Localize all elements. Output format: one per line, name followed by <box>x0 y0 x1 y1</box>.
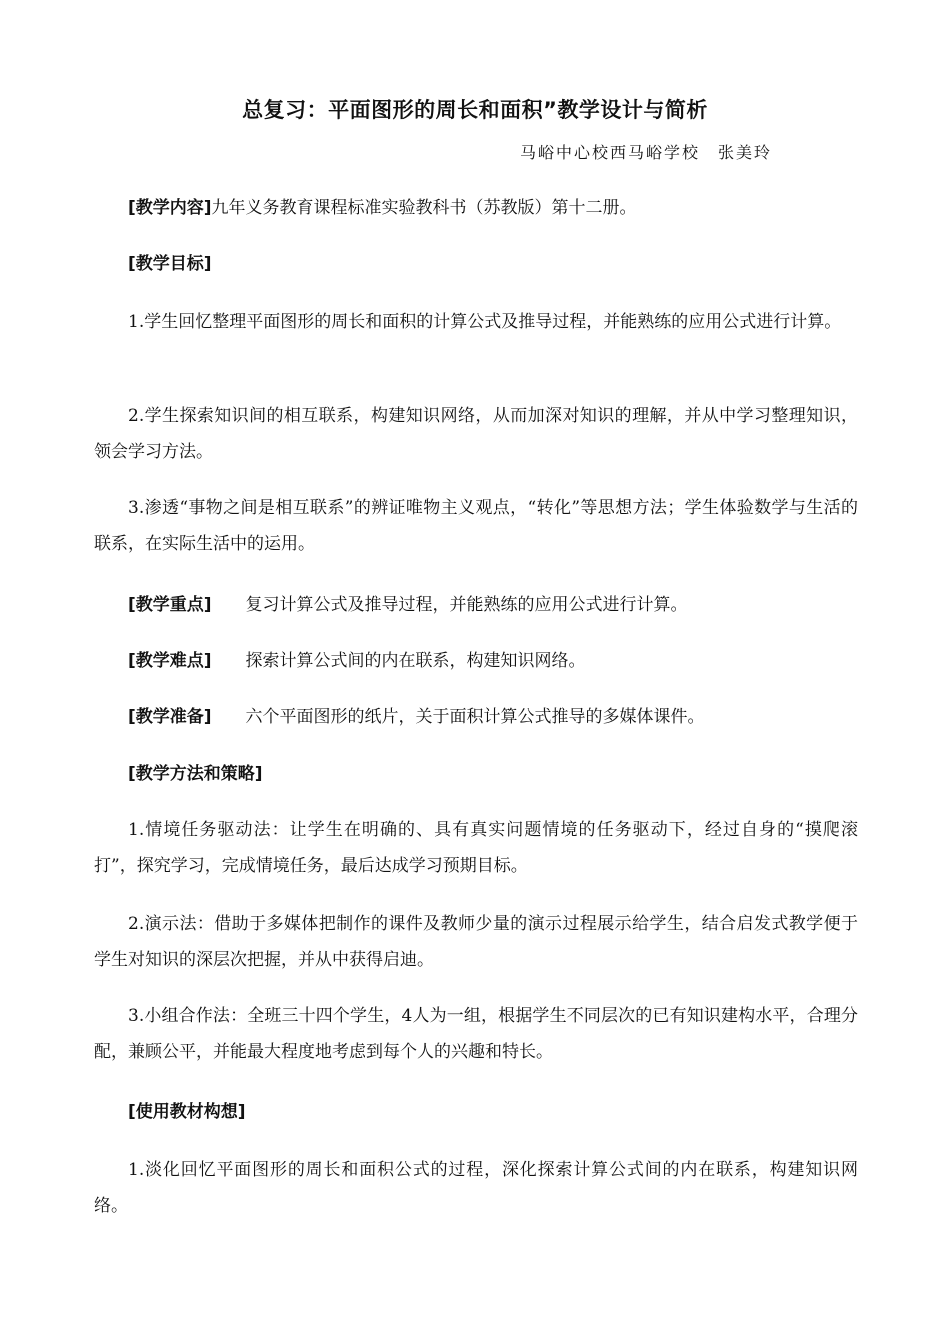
section-key-point-text: 复习计算公式及推导过程，并能熟练的应用公式进行计算。 <box>245 595 688 615</box>
section-materials-label: [使用教材构想] <box>128 1102 246 1122</box>
method-item-1: 1.情境任务驱动法：让学生在明确的、具有真实问题情境的任务驱动下，经过自身的“摸爬滚打”，探究学习，完成情境任务，最后达成学习预期目标。 <box>94 820 858 876</box>
section-content-label: [教学内容] <box>128 198 212 218</box>
section-methods-label: [教学方法和策略] <box>128 764 263 784</box>
section-content <box>128 190 637 226</box>
section-methods-heading <box>128 756 263 792</box>
goal-item-1: 1.学生回忆整理平面图形的周长和面积的计算公式及推导过程，并能熟练的应用公式进行计算。 <box>128 312 842 332</box>
material-item-1: 1.淡化回忆平面图形的周长和面积公式的过程，深化探索计算公式间的内在联系，构建知识网络。 <box>94 1160 858 1216</box>
section-preparation-text: 六个平面图形的纸片，关于面积计算公式推导的多媒体课件。 <box>245 707 705 727</box>
goal-item-2: 2.学生探索知识间的相互联系，构建知识网络，从而加深对知识的理解，并从中学习整理知识，领会学习方法。 <box>94 406 858 462</box>
document-title: 总复习：平面图形的周长和面积”教学设计与简析 <box>242 98 708 122</box>
author-line: 马峪中心校西马峪学校 张美玲 <box>520 143 773 162</box>
section-content-text: 九年义务教育课程标准实验教科书（苏教版）第十二册。 <box>211 198 637 218</box>
section-key-point <box>128 587 688 623</box>
method-item-2: 2.演示法：借助于多媒体把制作的课件及教师少量的演示过程展示给学生，结合启发式教学便于学生对知识的深层次把握，并从中获得启迪。 <box>94 914 858 970</box>
method-item-3: 3.小组合作法：全班三十四个学生，4人为一组，根据学生不同层次的已有知识建构水平，合理分配，兼顾公平，并能最大程度地考虑到每个人的兴趣和特长。 <box>94 1006 858 1062</box>
section-preparation-label: [教学准备] <box>128 707 212 727</box>
section-difficulty <box>128 643 586 679</box>
section-difficulty-text: 探索计算公式间的内在联系，构建知识网络。 <box>245 651 586 671</box>
section-difficulty-label: [教学难点] <box>128 651 212 671</box>
goal-item-3: 3.渗透“事物之间是相互联系”的辨证唯物主义观点，“转化”等思想方法；学生体验数学与生活的联系，在实际生活中的运用。 <box>94 498 858 554</box>
section-materials-heading <box>128 1094 246 1130</box>
section-goals-heading <box>128 246 212 282</box>
section-key-point-label: [教学重点] <box>128 595 212 615</box>
section-preparation <box>128 699 705 735</box>
section-goals-label: [教学目标] <box>128 254 212 274</box>
